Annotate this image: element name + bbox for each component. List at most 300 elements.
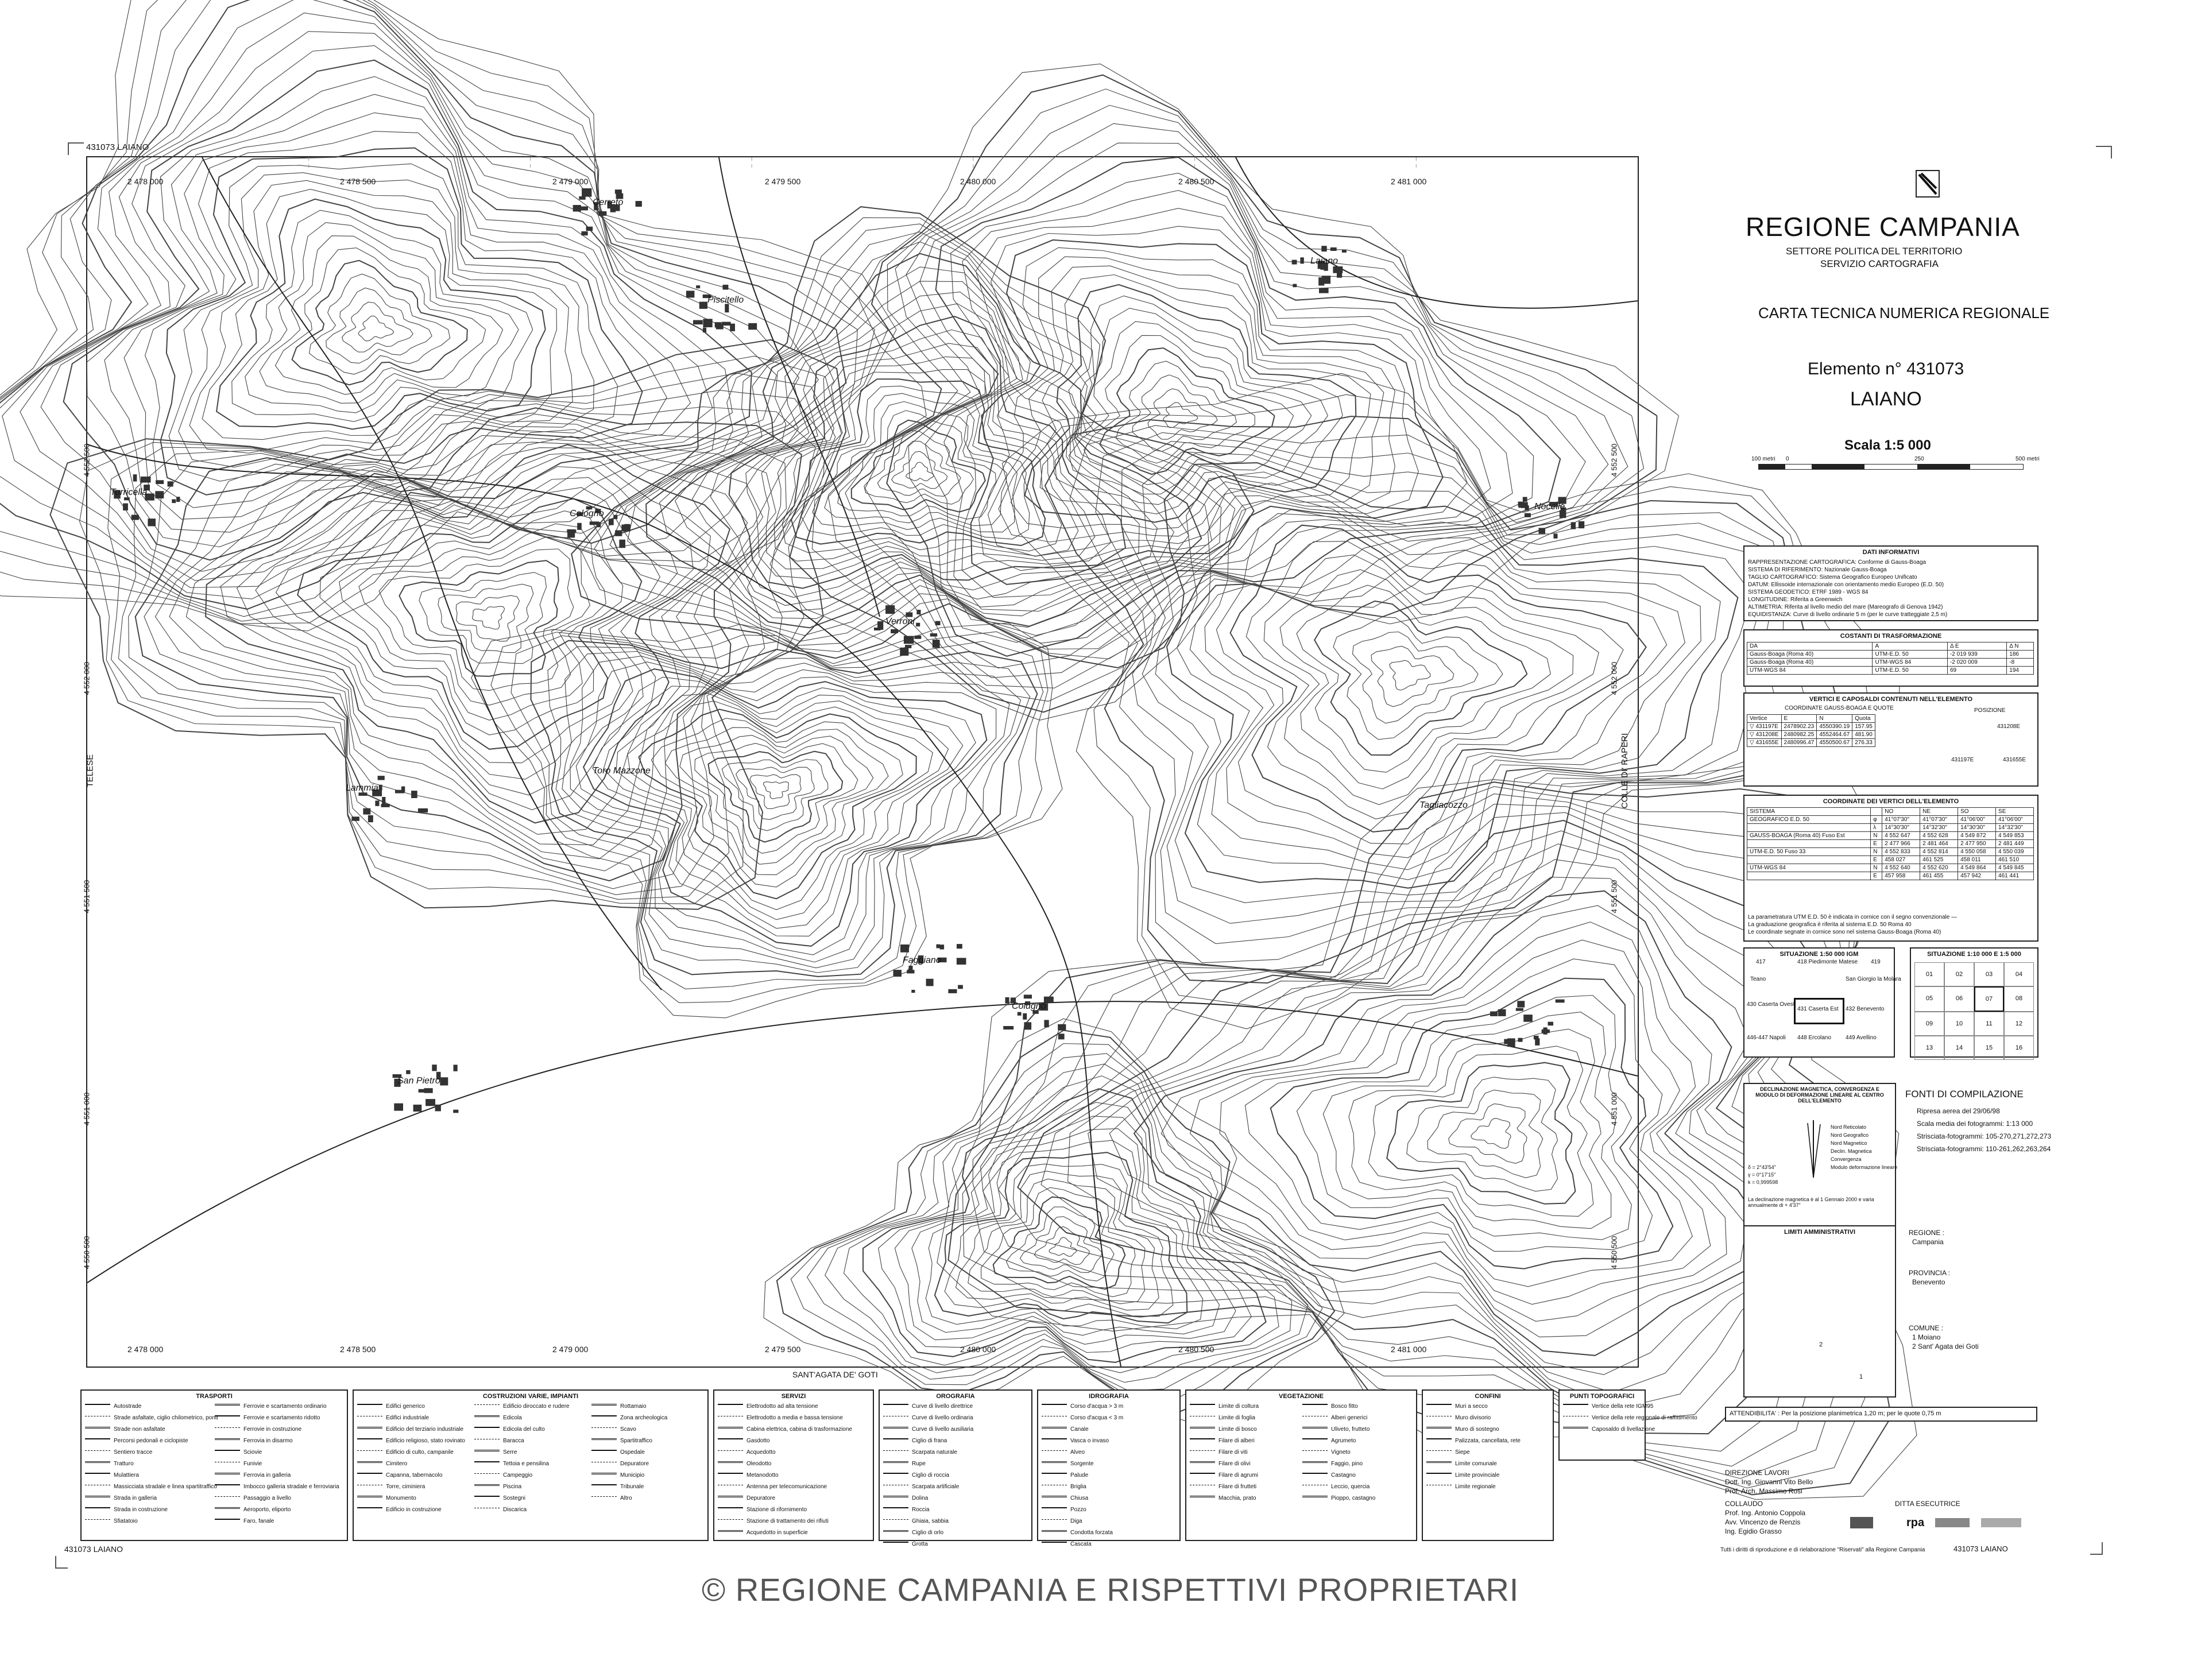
- legend-symbol-icon: [85, 1404, 110, 1408]
- cell: E: [1871, 872, 1882, 880]
- legend-label: Municipio: [620, 1472, 645, 1478]
- legend-symbol-icon: [883, 1404, 908, 1408]
- legend-item: [1426, 1472, 1499, 1478]
- building: [1523, 497, 1527, 502]
- th: Quota: [1852, 715, 1875, 723]
- legend-label: Filare di alberi: [1218, 1438, 1255, 1444]
- legend-item: [718, 1472, 779, 1478]
- legend-item: [215, 1495, 291, 1501]
- decl-value: γ = 0°17'15": [1748, 1172, 1776, 1178]
- legend-item: [883, 1472, 949, 1478]
- decl-label: Nord Reticolato: [1831, 1124, 1867, 1130]
- legend-symbol-icon: [1426, 1461, 1452, 1466]
- cell: 14°30'30": [1882, 824, 1920, 832]
- legend-label: Tettoia e pensilina: [503, 1461, 550, 1467]
- place-name: Piscitello: [707, 295, 744, 305]
- legend-symbol-icon: [357, 1404, 382, 1408]
- legend-item: [1042, 1507, 1086, 1513]
- legend-symbol-icon: [883, 1450, 908, 1454]
- sheet-code-top: 431073 LAIANO: [86, 142, 149, 152]
- legend-label: Limite di coltura: [1218, 1403, 1259, 1410]
- sit10-cell: 05: [1914, 986, 1944, 1012]
- north-arrows-icon: [1790, 1117, 1836, 1180]
- direzione-line: Dott. Ing. Giovanni Vito Bello: [1725, 1478, 1813, 1486]
- legend-label: Strade non asfaltate: [114, 1426, 165, 1433]
- legend-symbol-icon: [85, 1496, 110, 1501]
- sit-cell: Teano: [1750, 976, 1766, 982]
- cell: -2 019 939: [1947, 651, 2006, 659]
- legend-symbol-icon: [1426, 1473, 1452, 1477]
- legend-symbol-icon: [883, 1507, 908, 1512]
- legend-item: [215, 1438, 293, 1444]
- cell: 14°30'30": [1958, 824, 1996, 832]
- fonti-line: Strisciata-fotogrammi: 105-270,271,272,273: [1917, 1132, 2052, 1140]
- cell: UTM-WGS 84: [1747, 864, 1871, 872]
- building: [1548, 1022, 1554, 1026]
- legend-symbol-icon: [1426, 1404, 1452, 1408]
- legend-label: Ferrovia in galleria: [243, 1472, 291, 1478]
- legend-label: Oleodotto: [746, 1461, 772, 1467]
- legend-item: [357, 1415, 429, 1421]
- posizione-header: POSIZIONE: [1974, 707, 2006, 714]
- building: [1024, 994, 1032, 998]
- sit10-cell: 14: [1944, 1036, 1974, 1060]
- legend-label: Ghiaia, sabbia: [912, 1518, 949, 1524]
- building: [722, 322, 731, 326]
- cell: ▽ 431208E: [1747, 731, 1782, 739]
- building: [1507, 1038, 1515, 1047]
- legend-title: CONFINI: [1475, 1393, 1501, 1400]
- sit-cell: 446-447 Napoli: [1747, 1035, 1786, 1041]
- grid-label-top: 2 479 500: [765, 177, 801, 186]
- info-line: SISTEMA DI RIFERIMENTO: Nazionale Gauss-Boaga: [1748, 567, 1887, 573]
- legend-title: SERVIZI: [781, 1393, 806, 1400]
- building: [916, 623, 920, 626]
- legend-label: Limite comunale: [1455, 1461, 1497, 1467]
- building: [1518, 1038, 1523, 1042]
- region-logo: [1916, 170, 1940, 198]
- direzione-line: Prof. Ing. Antonio Coppola: [1725, 1509, 1806, 1517]
- cell: 2478902.23: [1781, 723, 1817, 731]
- cell: UTM-WGS 84: [1747, 667, 1873, 675]
- legend-item: [474, 1495, 525, 1501]
- legend-item: [85, 1507, 168, 1513]
- legend-item: [474, 1472, 532, 1478]
- legend-symbol-icon: [357, 1485, 382, 1489]
- fonti-line: Ripresa aerea del 29/06/98: [1917, 1107, 2000, 1115]
- grid-label-bottom: 2 478 000: [127, 1345, 164, 1354]
- legend-item: [357, 1472, 442, 1478]
- building: [703, 328, 706, 333]
- legend-label: Baracca: [503, 1438, 524, 1444]
- situazione-50-box: [1743, 947, 1901, 1058]
- legend-item: [474, 1461, 549, 1467]
- legend-symbol-icon: [1190, 1461, 1215, 1466]
- legend-symbol-icon: [215, 1415, 240, 1420]
- legend-symbol-icon: [1426, 1416, 1452, 1420]
- legend-label: Ciglio di frana: [912, 1438, 947, 1444]
- legend-item: [883, 1426, 973, 1433]
- topographic-map[interactable]: [82, 156, 1639, 1368]
- building: [703, 319, 712, 327]
- cell: 458 011: [1958, 856, 1996, 864]
- decl-value: k = 0,999598: [1748, 1179, 1778, 1185]
- legend-label: Filare di frutteti: [1218, 1484, 1257, 1490]
- legend-item: [474, 1438, 524, 1444]
- building: [1490, 1012, 1498, 1016]
- place-name: Colugno: [1012, 1001, 1046, 1011]
- sit-cell: 432 Benevento: [1846, 1006, 1885, 1012]
- legend-item: [718, 1449, 776, 1456]
- building: [363, 808, 370, 815]
- cell: Gauss-Boaga (Roma 40): [1747, 651, 1873, 659]
- legend-label: Edificio diroccato e rudere: [503, 1403, 570, 1410]
- legend-item: [474, 1507, 527, 1513]
- cell: N: [1871, 848, 1882, 856]
- th: E: [1781, 715, 1817, 723]
- grid-label-right: 4 552 500: [1610, 443, 1619, 477]
- cell: 4 549 872: [1958, 832, 1996, 840]
- building: [168, 481, 173, 486]
- place-name: Toro Mazzone: [593, 766, 651, 776]
- info-line: TAGLIO CARTOGRAFICO: Sistema Geografico Europeo Unificato: [1748, 574, 1917, 580]
- legend-symbol-icon: [1302, 1496, 1328, 1501]
- legend-item: [1563, 1403, 1653, 1410]
- building: [1330, 247, 1337, 251]
- legend-symbol-icon: [474, 1415, 500, 1420]
- legend-label: Limite di bosco: [1218, 1426, 1257, 1433]
- legend-label: Aeroporto, eliporto: [243, 1507, 291, 1513]
- legend-symbol-icon: [591, 1404, 617, 1409]
- building: [1018, 1012, 1022, 1016]
- legend-item: [1426, 1403, 1488, 1410]
- legend-label: Acquedotto: [746, 1449, 776, 1456]
- legend-label: Faggio, pino: [1331, 1461, 1363, 1467]
- legend-punti: [1558, 1389, 1697, 1461]
- building: [1517, 1001, 1525, 1007]
- place-name: Cologno: [570, 509, 604, 518]
- cell: [1747, 856, 1871, 864]
- building: [577, 523, 582, 530]
- legend-symbol-icon: [1042, 1542, 1067, 1546]
- building: [904, 636, 914, 644]
- legend-symbol-icon: [1302, 1473, 1328, 1477]
- cell: 2 477 966: [1882, 840, 1920, 848]
- legend-label: Sostegni: [503, 1495, 525, 1501]
- grid-label-right: 4 551 500: [1610, 880, 1619, 913]
- legend-item: [883, 1495, 928, 1501]
- legend-symbol-icon: [1302, 1438, 1328, 1443]
- cell: GEOGRAFICO E.D. 50: [1747, 816, 1871, 824]
- decl-label: Nord Magnetico: [1831, 1140, 1867, 1146]
- building: [613, 515, 617, 519]
- info-line: SISTEMA GEODETICO: ETRF 1989 - WGS 84: [1748, 589, 1869, 595]
- legend-label: Bosco fitto: [1331, 1403, 1358, 1410]
- sit-cell: 430 Caserta Ovest: [1747, 1001, 1795, 1008]
- legend-label: Cascata: [1070, 1541, 1092, 1547]
- legend-symbol-icon: [1302, 1450, 1328, 1454]
- sit10-cell: 08: [2004, 986, 2034, 1012]
- left-neighbor-label: TELESE: [85, 754, 95, 788]
- cell: Gauss-Boaga (Roma 40): [1747, 659, 1873, 667]
- legend-title: OROGRAFIA: [936, 1393, 975, 1400]
- declinazione-box: [1743, 1083, 1896, 1226]
- sector-title: SETTORE POLITICA DEL TERRITORIO: [1786, 246, 1963, 257]
- legend-symbol-icon: [474, 1439, 500, 1443]
- building: [432, 1064, 436, 1071]
- cell: UTM-E.D. 50 Fuso 33: [1747, 848, 1871, 856]
- posizione-label: 431655E: [2003, 757, 2026, 763]
- legend-item: [591, 1472, 644, 1478]
- legend-item: [215, 1507, 291, 1513]
- crop-mark-tr: [2096, 146, 2112, 158]
- legend-item: [718, 1507, 807, 1513]
- cell: φ: [1871, 816, 1882, 824]
- legend-symbol-icon: [215, 1427, 240, 1431]
- legend-label: Tratturo: [114, 1461, 134, 1467]
- legend-label: Ferrovie in costruzione: [243, 1426, 302, 1433]
- cell: 4 552 647: [1882, 832, 1920, 840]
- legend-label: Funivie: [243, 1461, 262, 1467]
- legend-label: Uliveto, frutteto: [1331, 1426, 1370, 1433]
- legend-symbol-icon: [1302, 1404, 1328, 1408]
- legend-symbol-icon: [474, 1496, 500, 1500]
- cell: 41°07'30": [1882, 816, 1920, 824]
- legend-item: [1426, 1426, 1499, 1433]
- legend-label: Strada in costruzione: [114, 1507, 168, 1513]
- legend-item: [1302, 1495, 1375, 1501]
- cell: λ: [1871, 824, 1882, 832]
- building: [1553, 533, 1557, 539]
- declinazione-title: DECLINAZIONE MAGNETICA, CONVERGENZA E MODULO DI DEFORMAZIONE LINEARE AL CENTRO DELL'ELEMENTO: [1755, 1086, 1884, 1104]
- legend-item: [1302, 1438, 1356, 1444]
- legend-item: [1302, 1484, 1370, 1490]
- legend-item: [718, 1438, 770, 1444]
- building: [573, 205, 581, 212]
- legend-label: Passaggio a livello: [243, 1495, 291, 1501]
- building: [686, 291, 695, 297]
- legend-symbol-icon: [1190, 1416, 1215, 1420]
- sheet-code-bottom-right: 431073 LAIANO: [1953, 1544, 2008, 1553]
- grid-label-right: 4 551 000: [1610, 1092, 1619, 1126]
- legend-item: [1563, 1415, 1697, 1421]
- legend-confini: [1422, 1389, 1554, 1541]
- building: [435, 1105, 441, 1112]
- legend-label: Leccio, quercia: [1331, 1484, 1370, 1490]
- legend-symbol-icon: [1042, 1507, 1067, 1512]
- legend-symbol-icon: [474, 1473, 500, 1477]
- cell: [1747, 824, 1871, 832]
- legend-symbol-icon: [883, 1438, 908, 1443]
- grid-label-top: 2 480 500: [1178, 177, 1214, 186]
- building: [885, 605, 895, 614]
- legend-symbol-icon: [718, 1496, 743, 1501]
- legend-item: [1302, 1426, 1370, 1433]
- legend-label: Castagno: [1331, 1472, 1356, 1478]
- building: [958, 985, 963, 989]
- building: [1498, 1009, 1506, 1016]
- legend-item: [883, 1449, 957, 1456]
- place-name: San Pietro: [397, 1076, 440, 1086]
- building: [957, 944, 962, 949]
- sit10-cell: 09: [1914, 1012, 1944, 1036]
- building: [1058, 1033, 1065, 1039]
- region-logo-icon: [1917, 171, 1939, 196]
- building: [1321, 246, 1326, 251]
- vertici-box: [1743, 692, 2038, 787]
- legend-item: [474, 1449, 517, 1456]
- legend-idrografia: [1037, 1389, 1181, 1547]
- legend-symbol-icon: [357, 1438, 382, 1443]
- decl-value: δ = 2°43'54": [1748, 1164, 1776, 1170]
- legend-symbol-icon: [1426, 1438, 1452, 1443]
- sit10-cell: 10: [1944, 1012, 1974, 1036]
- fonti-line: Scala media dei fotogrammi: 1:13 000: [1917, 1120, 2033, 1128]
- legend-label: Edifici generico: [386, 1403, 425, 1410]
- legend-servizi: [713, 1389, 874, 1541]
- legend-label: Pioppo, castagno: [1331, 1495, 1376, 1501]
- legend-symbol-icon: [474, 1461, 500, 1466]
- legend-symbol-icon: [215, 1519, 240, 1523]
- legend-label: Caposaldo di livellazione: [1592, 1426, 1655, 1433]
- sit-cell: 431 Caserta Est: [1797, 1006, 1839, 1012]
- legend-item: [591, 1484, 644, 1490]
- legend-symbol-icon: [1042, 1496, 1067, 1501]
- legend-symbol-icon: [1042, 1519, 1067, 1523]
- legend-symbol-icon: [718, 1450, 743, 1454]
- legend-label: Elettrodotto ad alta tensione: [746, 1403, 818, 1410]
- legend-label: Antenna per telecomunicazione: [746, 1484, 827, 1490]
- legend-symbol-icon: [718, 1519, 743, 1523]
- limiti-box: [1743, 1225, 1896, 1398]
- building: [900, 944, 909, 953]
- sit10-cell: 16: [2004, 1036, 2034, 1060]
- legend-symbol-icon: [1042, 1438, 1067, 1443]
- scale-bar: [1758, 464, 2024, 470]
- legend-label: Cabina elettrica, cabina di trasformazione: [746, 1426, 852, 1433]
- grid-label-right: 4 552 000: [1610, 661, 1619, 695]
- direzione-line: COLLAUDO: [1725, 1500, 1763, 1508]
- legend-label: Spartitraffico: [620, 1438, 652, 1444]
- ditta-label: DITTA ESECUTRICE: [1895, 1500, 1960, 1508]
- cell: 4 550 058: [1958, 848, 1996, 856]
- building: [908, 966, 912, 971]
- legend-item: [718, 1426, 852, 1433]
- building: [424, 1088, 433, 1093]
- legend-item: [474, 1415, 522, 1421]
- legend-label: Capanna, tabernacolo: [386, 1472, 443, 1478]
- legend-label: Strade asfaltate, ciglio chilometrico, ponti: [114, 1415, 218, 1421]
- legend-symbol-icon: [357, 1496, 382, 1501]
- cell: 461 441: [1996, 872, 2034, 880]
- crop-mark-tl: [68, 142, 84, 155]
- legend-item: [1190, 1426, 1257, 1433]
- info-line: RAPPRESENTAZIONE CARTOGRAFICA: Conforme di Gauss-Boaga: [1748, 559, 1927, 566]
- legend-symbol-icon: [1190, 1450, 1215, 1454]
- legend-label: Scarpata naturale: [912, 1449, 957, 1456]
- costanti-table: [1747, 642, 2034, 675]
- building: [937, 944, 940, 949]
- legend-label: Serre: [503, 1449, 517, 1456]
- legend-item: [1190, 1461, 1251, 1467]
- legend-symbol-icon: [1042, 1461, 1067, 1466]
- cell: 14°32'30": [1920, 824, 1958, 832]
- building: [582, 188, 591, 197]
- legend-symbol-icon: [718, 1427, 743, 1432]
- legend-symbol-icon: [883, 1542, 908, 1546]
- building: [935, 621, 941, 625]
- legend-symbol-icon: [1190, 1485, 1215, 1489]
- legend-symbol-icon: [85, 1438, 110, 1443]
- legend-symbol-icon: [883, 1473, 908, 1477]
- cell: 4 549 845: [1996, 864, 2034, 872]
- building: [1556, 1000, 1565, 1003]
- legend-symbol-icon: [1042, 1485, 1067, 1489]
- building: [406, 1070, 410, 1074]
- crop-mark-br: [2090, 1542, 2103, 1555]
- building: [395, 790, 404, 793]
- coordinate-title: COORDINATE DEI VERTICI DELL'ELEMENTO: [1823, 798, 1959, 805]
- building: [379, 785, 382, 791]
- legend-symbol-icon: [718, 1438, 743, 1443]
- legend-label: Piscina: [503, 1484, 522, 1490]
- regione-value: Campania: [1912, 1238, 1944, 1246]
- legend-label: Limite provinciale: [1455, 1472, 1500, 1478]
- cell: UTM-E.D. 50: [1873, 667, 1948, 675]
- building: [597, 522, 601, 527]
- legend-label: Edicola: [503, 1415, 522, 1421]
- legend-symbol-icon: [718, 1530, 743, 1535]
- legend-item: [591, 1495, 632, 1501]
- legend-label: Sorgente: [1070, 1461, 1094, 1467]
- legend-title: COSTRUZIONI VARIE, IMPIANTI: [482, 1393, 579, 1400]
- legend-label: Strada in galleria: [114, 1495, 157, 1501]
- legend-symbol-icon: [474, 1508, 500, 1512]
- legend-item: [1042, 1472, 1088, 1478]
- scale-tick: 0: [1786, 456, 1789, 462]
- legend-item: [1302, 1472, 1356, 1478]
- legend-label: Edificio del terziario industriale: [386, 1426, 464, 1433]
- legend-item: [215, 1426, 301, 1433]
- building: [1525, 513, 1531, 517]
- building: [1322, 276, 1330, 284]
- legend-symbol-icon: [357, 1461, 382, 1466]
- building: [425, 1099, 435, 1106]
- legend-symbol-icon: [215, 1450, 240, 1454]
- elemento-title: Elemento n° 431073: [1808, 359, 1964, 378]
- cell: 461 510: [1996, 856, 2034, 864]
- cell: 4 549 864: [1958, 864, 1996, 872]
- building: [893, 970, 902, 977]
- building: [615, 189, 622, 193]
- building: [368, 815, 373, 822]
- legend-symbol-icon: [883, 1496, 908, 1501]
- legend-item: [1190, 1403, 1259, 1410]
- legend-label: Filare di olivi: [1218, 1461, 1251, 1467]
- building: [454, 1064, 458, 1071]
- legend-symbol-icon: [1042, 1450, 1067, 1454]
- cell: 14°32'30": [1996, 824, 2034, 832]
- building: [155, 491, 164, 498]
- legend-label: Acquedotto in superficie: [746, 1530, 808, 1536]
- legend-label: Stazione di trattamento dei rifiuti: [746, 1518, 829, 1524]
- legend-costruzioni: [353, 1389, 709, 1541]
- legend-label: Muro divisorio: [1455, 1415, 1491, 1421]
- legend-item: [474, 1484, 521, 1490]
- cell: 194: [2007, 667, 2034, 675]
- legend-item: [357, 1449, 454, 1456]
- decl-label: Convergenza: [1831, 1156, 1862, 1162]
